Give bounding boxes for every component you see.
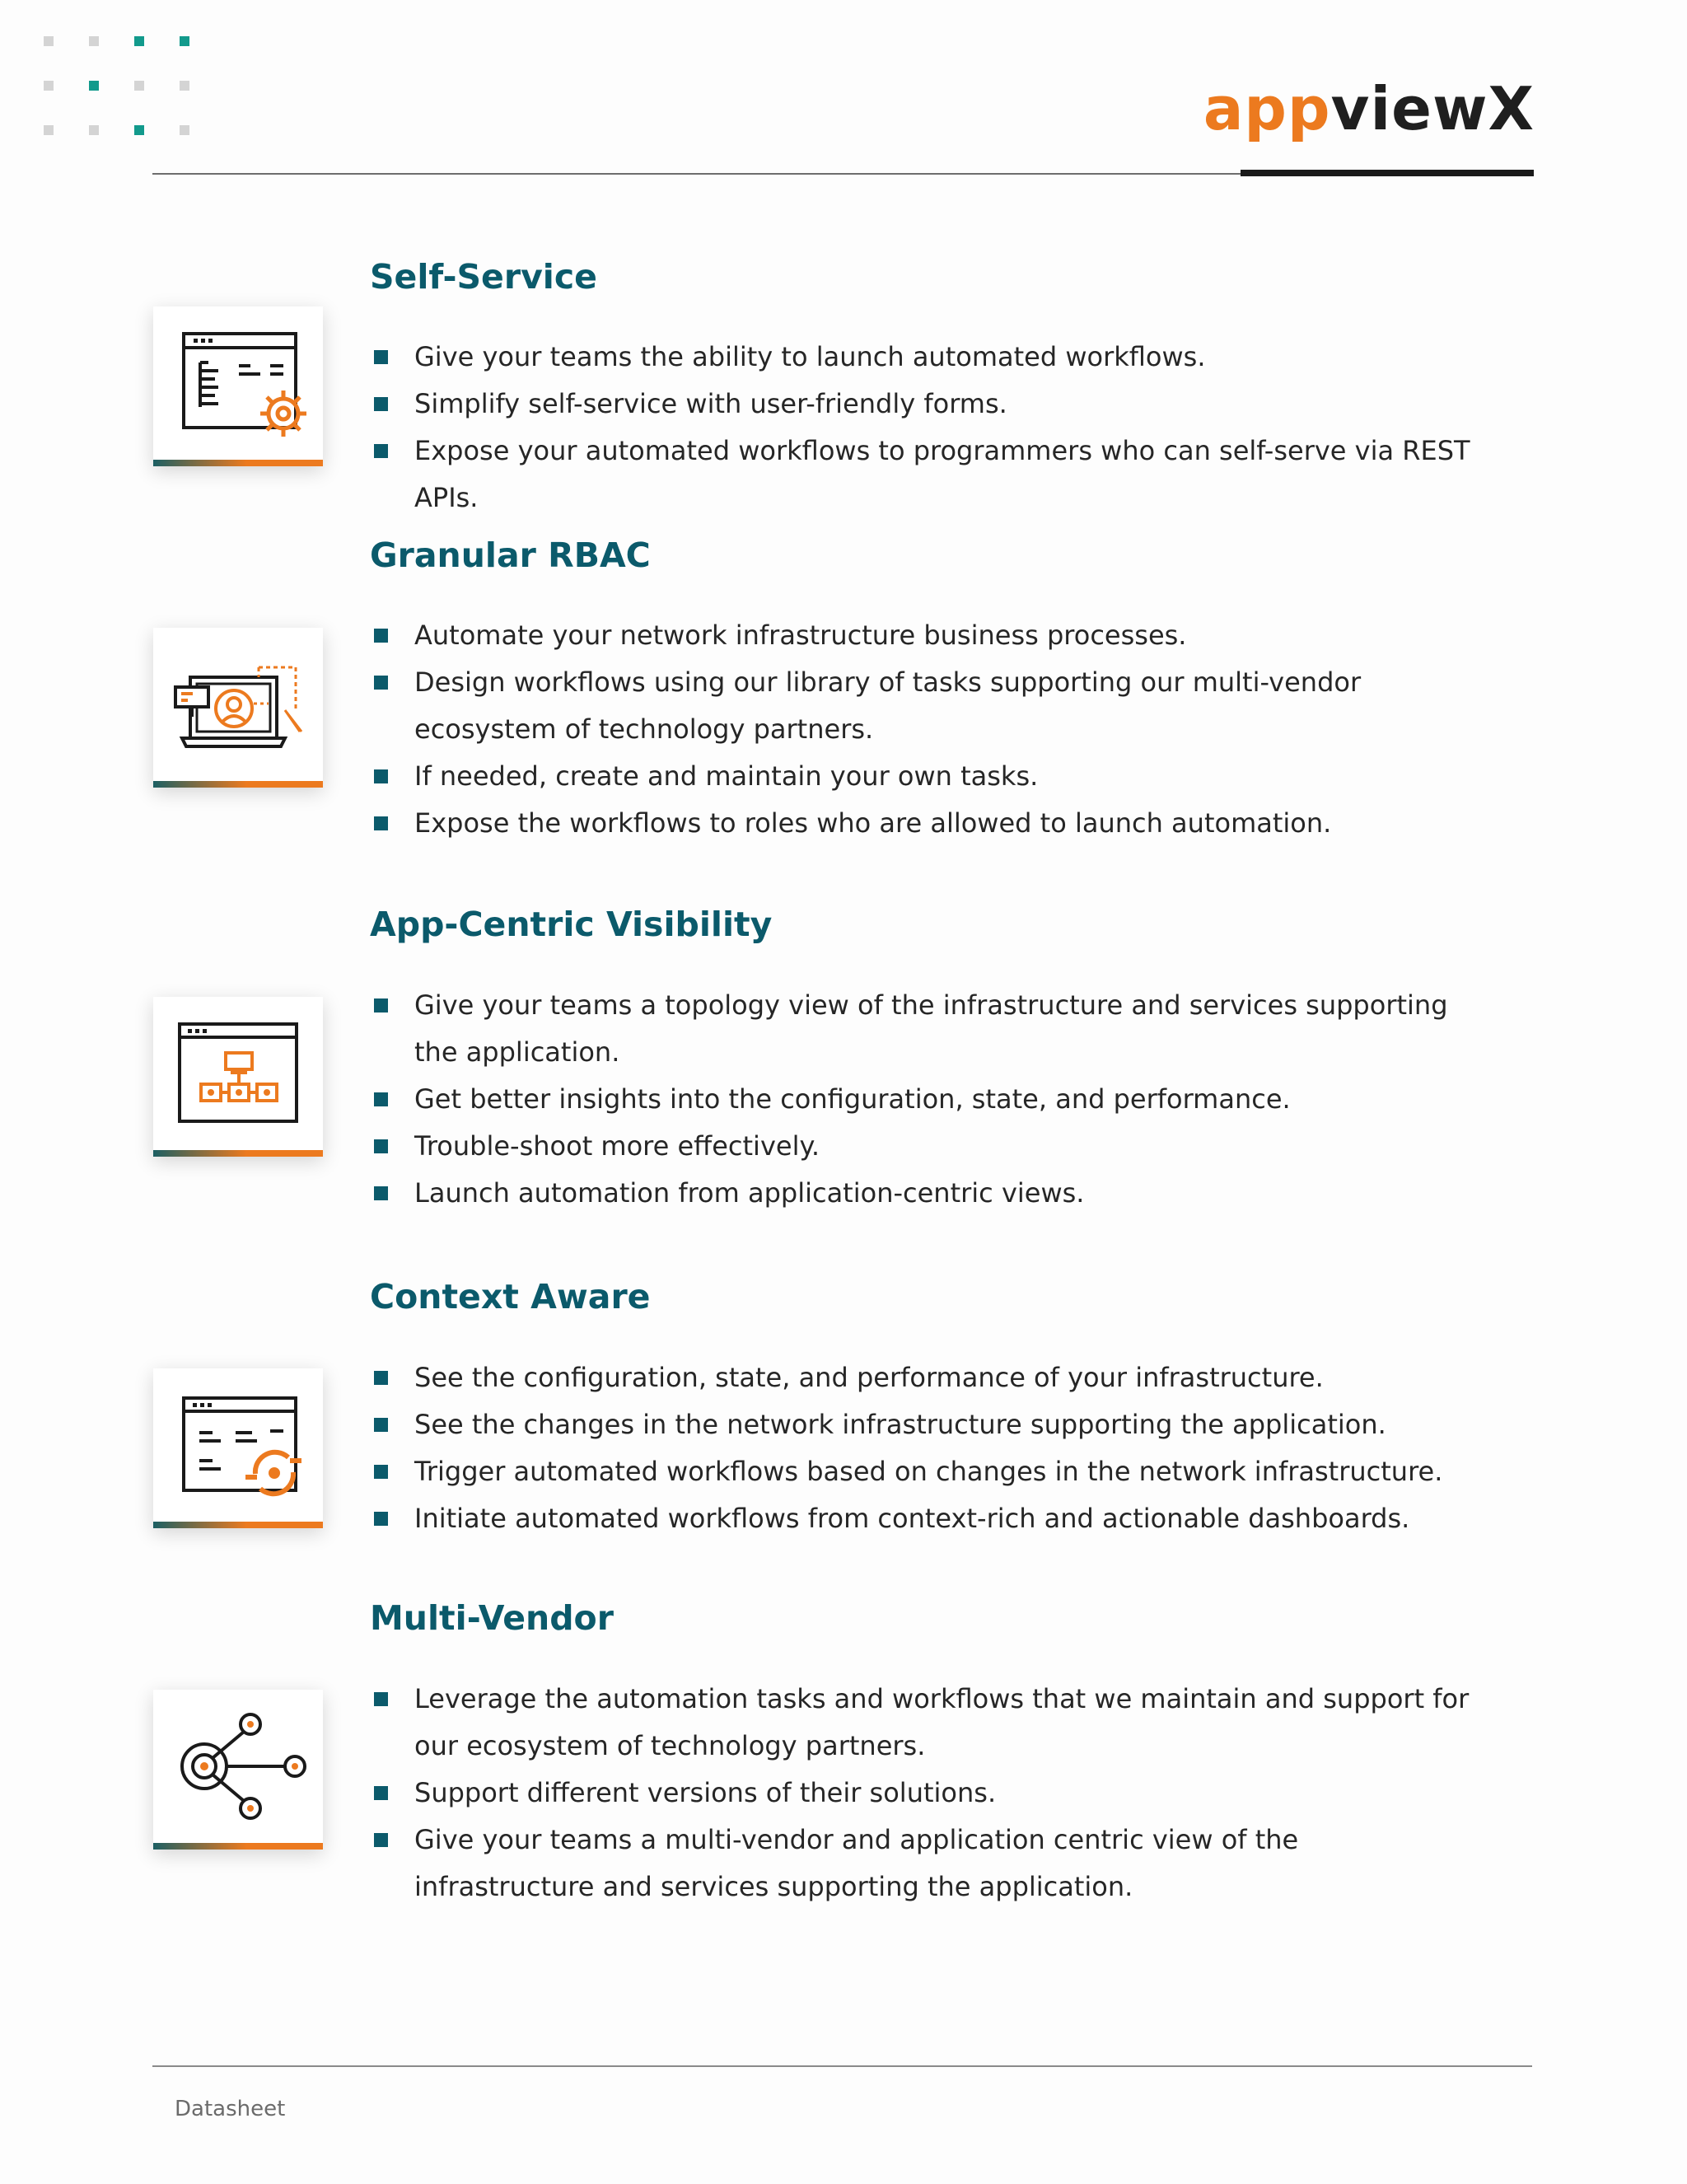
bullet-square-icon — [374, 1418, 388, 1432]
list-item-text: See the changes in the network infrastructure supporting the application. — [414, 1409, 1386, 1440]
bullet-list — [372, 1676, 1475, 1910]
list-item — [372, 381, 1475, 428]
list-item — [372, 753, 1475, 800]
section-title: Context Aware — [370, 1277, 651, 1316]
list-item-text: Trigger automated workflows based on changes in the network infrastructure. — [414, 1456, 1443, 1487]
list-item-text: Expose the workflows to roles who are allowed to launch automation. — [414, 807, 1332, 839]
list-item — [372, 1170, 1475, 1217]
icon-card-accent-bar — [153, 1150, 323, 1157]
bullet-square-icon — [374, 1512, 388, 1526]
list-item-text: Automate your network infrastructure business processes. — [414, 620, 1187, 651]
topology-window-icon — [153, 997, 323, 1150]
bullet-square-icon — [374, 1786, 388, 1800]
bullet-square-icon — [374, 350, 388, 364]
bullet-square-icon — [374, 1092, 388, 1106]
bullet-list — [372, 982, 1475, 1217]
bullet-square-icon — [374, 397, 388, 411]
header-divider-accent — [1241, 170, 1534, 176]
list-item-text: Give your teams a multi-vendor and application centric view of the infrastructure and services supporting the application. — [414, 1824, 1299, 1902]
list-item — [372, 612, 1475, 659]
section-icon-card — [153, 997, 323, 1157]
dot — [89, 81, 99, 91]
list-item — [372, 1495, 1475, 1542]
bullet-square-icon — [374, 1186, 388, 1200]
list-item-text: See the configuration, state, and performance of your infrastructure. — [414, 1362, 1324, 1393]
bullet-square-icon — [374, 444, 388, 458]
dot — [44, 36, 54, 46]
list-item — [372, 1817, 1475, 1910]
list-item-text: Support different versions of their solutions. — [414, 1777, 997, 1808]
footer-label: Datasheet — [175, 2097, 286, 2121]
list-item — [372, 1123, 1475, 1170]
list-item — [372, 428, 1475, 521]
bullet-list — [372, 612, 1475, 847]
list-item-text: Expose your automated workflows to programmers who can self-serve via REST APIs. — [414, 435, 1470, 513]
dot — [44, 125, 54, 135]
dot — [180, 125, 189, 135]
section-title: Granular RBAC — [370, 535, 651, 575]
bullet-square-icon — [374, 629, 388, 643]
list-item-text: Leverage the automation tasks and workflows that we maintain and support for our ecosystem of technology partners. — [414, 1683, 1470, 1761]
section-title: App-Centric Visibility — [370, 905, 773, 944]
user-role-laptop-icon — [153, 628, 323, 781]
dot — [44, 81, 54, 91]
dot — [89, 36, 99, 46]
dot — [134, 36, 144, 46]
bullet-square-icon — [374, 816, 388, 830]
list-item — [372, 334, 1475, 381]
dot — [134, 125, 144, 135]
dot — [89, 125, 99, 135]
bullet-square-icon — [374, 769, 388, 783]
logo-part-app: app — [1203, 74, 1331, 143]
list-item — [372, 1770, 1475, 1817]
bullet-list — [372, 334, 1475, 521]
list-item-text: If needed, create and maintain your own tasks. — [414, 760, 1039, 792]
dot — [180, 81, 189, 91]
appviewx-logo — [1203, 74, 1535, 143]
list-item — [372, 1448, 1475, 1495]
list-item-text: Launch automation from application-centric views. — [414, 1177, 1085, 1209]
icon-card-accent-bar — [153, 1522, 323, 1528]
bullet-square-icon — [374, 1692, 388, 1706]
section-icon-card — [153, 628, 323, 788]
section-icon-card — [153, 1690, 323, 1850]
logo-part-viewx: viewX — [1330, 74, 1535, 143]
bullet-square-icon — [374, 998, 388, 1012]
icon-card-accent-bar — [153, 1843, 323, 1850]
footer-divider — [152, 2065, 1532, 2067]
list-item — [372, 1354, 1475, 1401]
network-nodes-icon — [153, 1690, 323, 1843]
list-item — [372, 1076, 1475, 1123]
list-item — [372, 659, 1475, 753]
list-item-text: Initiate automated workflows from context-rich and actionable dashboards. — [414, 1503, 1410, 1534]
list-item — [372, 1676, 1475, 1770]
dot — [134, 81, 144, 91]
icon-card-accent-bar — [153, 460, 323, 466]
list-item-text: Design workflows using our library of tasks supporting our multi-vendor ecosystem of technology partners. — [414, 666, 1362, 745]
list-item — [372, 800, 1475, 847]
section-icon-card — [153, 306, 323, 466]
bullet-square-icon — [374, 1833, 388, 1847]
bullet-square-icon — [374, 1465, 388, 1479]
bullet-list — [372, 1354, 1475, 1542]
workflow-window-gear-icon — [153, 306, 323, 460]
section-title: Self-Service — [370, 257, 597, 297]
section-title: Multi-Vendor — [370, 1598, 614, 1638]
section-icon-card — [153, 1368, 323, 1528]
bullet-square-icon — [374, 676, 388, 690]
list-item — [372, 1401, 1475, 1448]
bullet-square-icon — [374, 1371, 388, 1385]
list-item-text: Give your teams the ability to launch automated workflows. — [414, 341, 1206, 372]
list-item — [372, 982, 1475, 1076]
list-item-text: Trouble-shoot more effectively. — [414, 1130, 820, 1162]
dot — [180, 36, 189, 46]
list-item-text: Simplify self-service with user-friendly forms. — [414, 388, 1007, 419]
list-item-text: Get better insights into the configuration, state, and performance. — [414, 1083, 1291, 1115]
bullet-square-icon — [374, 1139, 388, 1153]
icon-card-accent-bar — [153, 781, 323, 788]
list-item-text: Give your teams a topology view of the infrastructure and services supporting the application. — [414, 989, 1448, 1068]
window-sync-icon — [153, 1368, 323, 1522]
